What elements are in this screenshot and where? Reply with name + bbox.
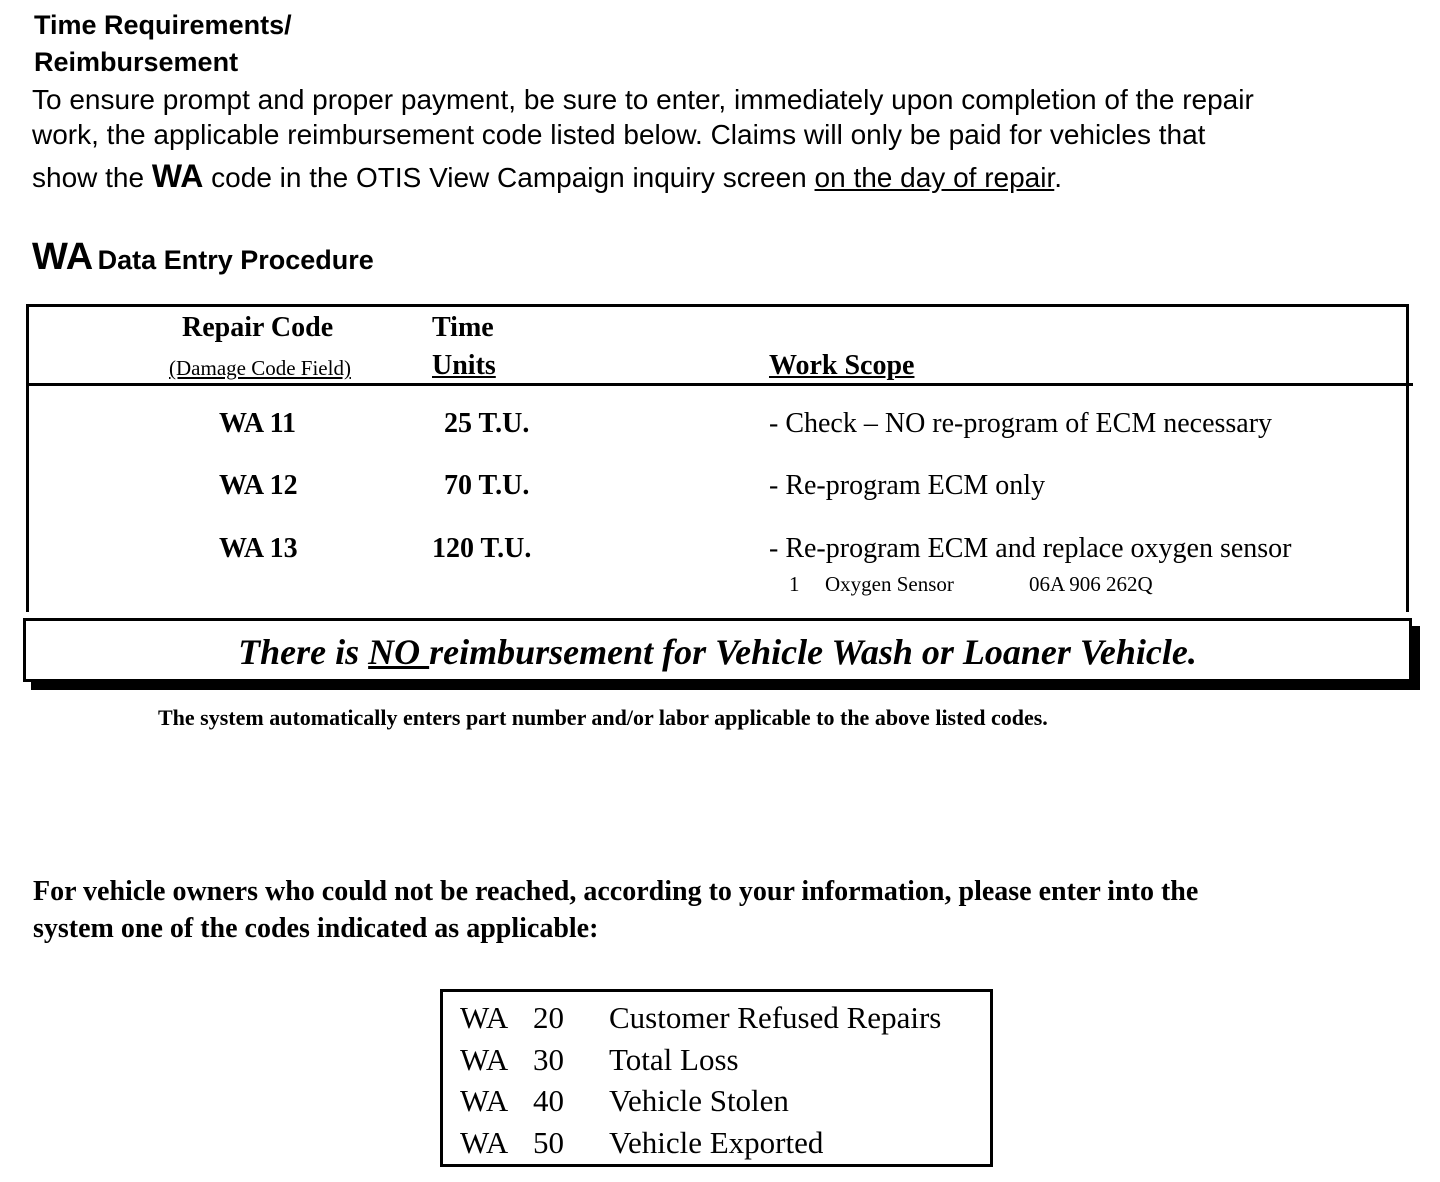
code-description: Vehicle Stolen <box>609 1083 789 1118</box>
code-description: Customer Refused Repairs <box>609 1000 942 1035</box>
part-number: 06A 906 262Q <box>1029 572 1153 596</box>
notice-text-start: There is <box>238 632 369 672</box>
intro-line-1: To ensure prompt and proper payment, be sure to enter, immediately upon completion of the repair <box>32 84 1254 115</box>
part-quantity: 1 <box>789 572 800 596</box>
section-title-line-1: Time Requirements/ <box>34 10 292 40</box>
header-repair-code: Repair Code <box>182 312 334 343</box>
header-work-scope: Work Scope <box>769 350 915 381</box>
code-prefix: WA <box>460 1042 509 1077</box>
unreachable-codes-box <box>440 989 993 1167</box>
code-number: 50 <box>533 1125 564 1160</box>
intro-line-3-middle: code in the OTIS View Campaign inquiry screen <box>203 162 815 193</box>
auto-entry-note: The system automatically enters part number and/or labor applicable to the above listed codes. <box>158 705 1048 730</box>
row-2-time-units: 70 T.U. <box>444 470 530 501</box>
intro-line-3 <box>32 158 1062 195</box>
no-reimbursement-text <box>26 631 1409 673</box>
owners-note-line-1: For vehicle owners who could not be reached, according to your information, please enter into the <box>33 876 1199 907</box>
row-2-work-scope: - Re-program ECM only <box>769 470 1046 501</box>
table-header-divider <box>26 383 1413 386</box>
intro-day-of-repair: on the day of repair <box>814 162 1055 193</box>
code-number: 30 <box>533 1042 564 1077</box>
code-prefix: WA <box>460 1083 509 1118</box>
part-name: Oxygen Sensor <box>825 572 954 596</box>
code-description: Vehicle Exported <box>609 1125 824 1160</box>
intro-line-2: work, the applicable reimbursement code listed below. Claims will only be paid for vehicles that <box>32 119 1206 150</box>
code-prefix: WA <box>460 1125 509 1160</box>
repair-code-table <box>26 304 1409 612</box>
intro-line-3-end: . <box>1054 162 1063 193</box>
row-1-time-units: 25 T.U. <box>444 408 530 439</box>
notice-text-end: reimbursement for Vehicle Wash or Loaner Vehicle. <box>429 632 1197 672</box>
header-damage-code-field: (Damage Code Field) <box>169 356 351 380</box>
code-description: Total Loss <box>609 1042 739 1077</box>
row-3-time-units: 120 T.U. <box>432 533 532 564</box>
procedure-heading <box>32 236 374 279</box>
procedure-heading-code: WA <box>32 236 94 278</box>
header-time: Time <box>432 312 494 343</box>
row-3-work-scope: - Re-program ECM and replace oxygen sensor <box>769 533 1292 564</box>
code-prefix: WA <box>460 1000 509 1035</box>
intro-code-wa: WA <box>151 158 204 194</box>
code-number: 40 <box>533 1083 564 1118</box>
row-1-work-scope: - Check – NO re-program of ECM necessary <box>769 408 1273 439</box>
row-2-repair-code: WA 12 <box>219 470 298 501</box>
code-number: 20 <box>533 1000 564 1035</box>
row-3-repair-code: WA 13 <box>219 533 298 564</box>
procedure-heading-text: Data Entry Procedure <box>97 245 374 275</box>
owners-note-line-2: system one of the codes indicated as applicable: <box>33 913 599 944</box>
header-units: Units <box>432 350 496 381</box>
no-reimbursement-notice <box>23 618 1412 682</box>
intro-line-3-start: show the <box>32 162 152 193</box>
notice-text-no: NO <box>368 632 430 672</box>
section-title-line-2: Reimbursement <box>34 47 239 77</box>
row-1-repair-code: WA 11 <box>219 408 297 439</box>
